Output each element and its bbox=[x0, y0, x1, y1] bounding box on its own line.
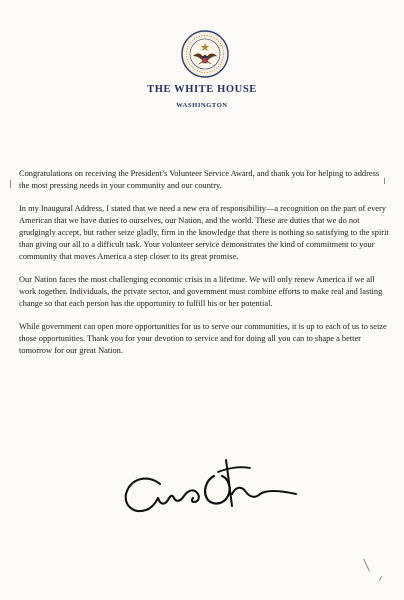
signature-icon bbox=[118, 456, 302, 528]
letter-body bbox=[19, 168, 389, 369]
margin-mark bbox=[363, 558, 370, 571]
margin-mark bbox=[384, 178, 385, 184]
letter-paragraph: While government can open more opportunities for us to serve our communities, it is up to each of us to seize those opportunities. Thank you for your devotion to service and for doing all you can to shape a better tomorrow for our great Nation. bbox=[19, 322, 387, 355]
letterhead-subtitle: WASHINGTON bbox=[176, 102, 228, 109]
margin-mark bbox=[379, 576, 382, 581]
presidential-seal-icon bbox=[181, 30, 229, 78]
letterhead-title: THE WHITE HOUSE bbox=[147, 84, 257, 95]
margin-mark bbox=[10, 180, 11, 188]
letter-paragraph: Congratulations on receiving the President’s Volunteer Service Award, and thank you for helping to address the most pressing needs in your community and our country. bbox=[19, 169, 380, 190]
letter-paragraph: In my Inaugural Address, I stated that we need a new era of responsibility—a recognition on the part of every American that we have duties to ourselves, our Nation, and the world. These are duties that we do not grudgingly accept, but rather seize gladly, firm in the knowledge that there is nothing so satisfying to the spirit than giving our all to a difficult task. Your volunteer service demonstrates the kind of commitment to your community that moves America a step closer to its great promise. bbox=[19, 204, 389, 261]
letter-paragraph: Our Nation faces the most challenging economic crisis in a lifetime. We will only renew America if we all work together. Individuals, the private sector, and government must combine efforts to make real and lasting change so that each person has the opportunity to fulfill his or her potential. bbox=[19, 275, 383, 308]
